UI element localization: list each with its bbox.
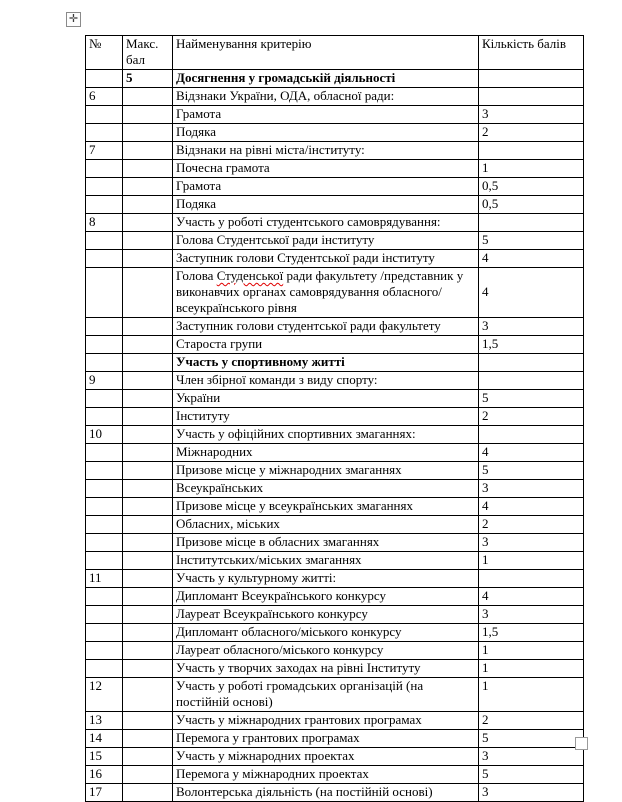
cell-points[interactable] <box>479 426 584 444</box>
cell-points[interactable] <box>479 70 584 88</box>
table-row <box>86 678 584 712</box>
cell-max-score[interactable] <box>123 196 173 214</box>
cell-number[interactable]: 12 <box>86 678 123 712</box>
cell-number[interactable] <box>86 408 123 426</box>
table-row <box>86 570 584 588</box>
cell-criterion[interactable]: Лауреат обласного/міського конкурсу <box>173 642 479 660</box>
cell-criterion[interactable]: Перемога у міжнародних проектах <box>173 766 479 784</box>
cell-criterion[interactable]: Грамота <box>173 178 479 196</box>
table-row <box>86 106 584 124</box>
cell-max-score[interactable] <box>123 570 173 588</box>
cell-criterion[interactable]: Досягнення у громадській діяльності <box>173 70 479 88</box>
table-row <box>86 354 584 372</box>
table-row <box>86 748 584 766</box>
cell-points[interactable]: 2 <box>479 712 584 730</box>
cell-criterion[interactable]: Подяка <box>173 124 479 142</box>
header-number[interactable]: № <box>86 36 123 70</box>
header-row <box>86 36 584 70</box>
cell-number[interactable] <box>86 70 123 88</box>
cell-max-score[interactable] <box>123 444 173 462</box>
cell-max-score[interactable] <box>123 766 173 784</box>
cell-number[interactable] <box>86 444 123 462</box>
cell-points[interactable]: 2 <box>479 124 584 142</box>
table-row <box>86 462 584 480</box>
cell-max-score[interactable] <box>123 426 173 444</box>
cell-number[interactable]: 13 <box>86 712 123 730</box>
cell-number[interactable]: 10 <box>86 426 123 444</box>
cell-points[interactable] <box>479 88 584 106</box>
table-row <box>86 268 584 318</box>
table-row <box>86 660 584 678</box>
cell-number[interactable] <box>86 178 123 196</box>
cell-criterion[interactable]: Участь у міжнародних грантових програмах <box>173 712 479 730</box>
table-row <box>86 178 584 196</box>
cell-number[interactable] <box>86 588 123 606</box>
table-row <box>86 534 584 552</box>
table-row <box>86 730 584 748</box>
cell-max-score[interactable] <box>123 606 173 624</box>
cell-points[interactable]: 0,5 <box>479 178 584 196</box>
cell-criterion[interactable]: Дипломант обласного/міського конкурсу <box>173 624 479 642</box>
cell-criterion[interactable]: Участь у роботі студентського самоврядування: <box>173 214 479 232</box>
cell-points[interactable]: 1 <box>479 678 584 712</box>
cell-number[interactable]: 8 <box>86 214 123 232</box>
cell-criterion[interactable]: Участь у творчих заходах на рівні Інституту <box>173 660 479 678</box>
cell-max-score[interactable] <box>123 124 173 142</box>
table-row <box>86 784 584 802</box>
cell-points[interactable]: 5 <box>479 730 584 748</box>
cell-criterion[interactable]: Участь у спортивному житті <box>173 354 479 372</box>
cell-max-score[interactable] <box>123 336 173 354</box>
cell-points[interactable]: 0,5 <box>479 196 584 214</box>
cell-criterion[interactable]: Волонтерська діяльність (на постійній основі) <box>173 784 479 802</box>
cell-criterion[interactable]: Голова Студенської ради факультету /представник у виконавчих органах самоврядування обласного/всеукраїнського рівня <box>173 268 479 318</box>
cell-points[interactable]: 4 <box>479 588 584 606</box>
cell-points[interactable] <box>479 142 584 160</box>
cell-number[interactable] <box>86 660 123 678</box>
cell-number[interactable] <box>86 160 123 178</box>
cell-max-score[interactable] <box>123 354 173 372</box>
cell-max-score[interactable] <box>123 552 173 570</box>
cell-criterion[interactable]: Заступник голови студентської ради факультету <box>173 318 479 336</box>
cell-number[interactable] <box>86 354 123 372</box>
cell-number[interactable] <box>86 390 123 408</box>
cell-number[interactable] <box>86 318 123 336</box>
cell-max-score[interactable] <box>123 678 173 712</box>
table-row <box>86 480 584 498</box>
cell-points[interactable]: 5 <box>479 232 584 250</box>
cell-points[interactable]: 2 <box>479 408 584 426</box>
cell-max-score[interactable] <box>123 660 173 678</box>
cell-criterion[interactable]: Перемога у грантових програмах <box>173 730 479 748</box>
table-row <box>86 250 584 268</box>
cell-criterion[interactable]: Лауреат Всеукраїнського конкурсу <box>173 606 479 624</box>
cell-points[interactable]: 1,5 <box>479 624 584 642</box>
cell-points[interactable]: 5 <box>479 390 584 408</box>
cell-points[interactable]: 3 <box>479 480 584 498</box>
cell-number[interactable] <box>86 196 123 214</box>
cell-criterion[interactable]: Староста групи <box>173 336 479 354</box>
criteria-table <box>85 35 584 802</box>
cell-max-score[interactable] <box>123 730 173 748</box>
table-row <box>86 318 584 336</box>
cell-points[interactable]: 4 <box>479 498 584 516</box>
cell-max-score[interactable] <box>123 748 173 766</box>
cell-criterion[interactable]: Член збірної команди з виду спорту: <box>173 372 479 390</box>
table-row <box>86 232 584 250</box>
cell-criterion[interactable]: Подяка <box>173 196 479 214</box>
table-row <box>86 498 584 516</box>
cell-criterion[interactable]: Міжнародних <box>173 444 479 462</box>
table-row <box>86 372 584 390</box>
cell-criterion[interactable]: Участь у офіційних спортивних змаганнях: <box>173 426 479 444</box>
cell-number[interactable]: 16 <box>86 766 123 784</box>
table-row <box>86 444 584 462</box>
header-points[interactable]: Кількість балів <box>479 36 584 70</box>
cell-number[interactable]: 6 <box>86 88 123 106</box>
table-row <box>86 624 584 642</box>
cell-criterion[interactable]: Інститутських/міських змаганнях <box>173 552 479 570</box>
cell-points[interactable]: 1 <box>479 160 584 178</box>
table-row <box>86 142 584 160</box>
cell-number[interactable]: 11 <box>86 570 123 588</box>
cell-max-score[interactable] <box>123 462 173 480</box>
cell-max-score[interactable] <box>123 516 173 534</box>
cell-criterion[interactable]: Призове місце у всеукраїнських змаганнях <box>173 498 479 516</box>
cell-criterion[interactable]: Участь у роботі громадських організацій (на постійній основі) <box>173 678 479 712</box>
cell-criterion[interactable]: Дипломант Всеукраїнського конкурсу <box>173 588 479 606</box>
cell-points[interactable]: 3 <box>479 318 584 336</box>
cell-points[interactable]: 1 <box>479 660 584 678</box>
cell-points[interactable] <box>479 354 584 372</box>
cell-points[interactable]: 4 <box>479 268 584 318</box>
cell-max-score[interactable] <box>123 408 173 426</box>
cell-max-score[interactable] <box>123 160 173 178</box>
cell-number[interactable]: 14 <box>86 730 123 748</box>
cell-number[interactable]: 7 <box>86 142 123 160</box>
cell-number[interactable] <box>86 232 123 250</box>
cell-points[interactable]: 5 <box>479 462 584 480</box>
cell-criterion[interactable]: Відзнаки на рівні міста/інституту: <box>173 142 479 160</box>
criteria-table-body <box>86 70 584 802</box>
cell-max-score[interactable]: 5 <box>123 70 173 88</box>
cell-max-score[interactable] <box>123 642 173 660</box>
table-row <box>86 516 584 534</box>
table-row <box>86 70 584 88</box>
table-row <box>86 88 584 106</box>
cell-points[interactable]: 2 <box>479 516 584 534</box>
table-row <box>86 588 584 606</box>
table-row <box>86 196 584 214</box>
cell-max-score[interactable] <box>123 390 173 408</box>
cell-number[interactable] <box>86 534 123 552</box>
cell-max-score[interactable] <box>123 232 173 250</box>
cell-max-score[interactable] <box>123 498 173 516</box>
cell-max-score[interactable] <box>123 712 173 730</box>
cell-number[interactable] <box>86 462 123 480</box>
table-row <box>86 336 584 354</box>
table-row <box>86 766 584 784</box>
cell-criterion[interactable]: Грамота <box>173 106 479 124</box>
cell-criterion[interactable]: Всеукраїнських <box>173 480 479 498</box>
cell-number[interactable] <box>86 268 123 318</box>
cell-number[interactable]: 17 <box>86 784 123 802</box>
cell-number[interactable] <box>86 250 123 268</box>
cell-number[interactable] <box>86 552 123 570</box>
cell-criterion[interactable]: Інституту <box>173 408 479 426</box>
table-row <box>86 124 584 142</box>
cell-max-score[interactable] <box>123 784 173 802</box>
cell-number[interactable] <box>86 336 123 354</box>
cell-criterion[interactable]: Відзнаки України, ОДА, обласної ради: <box>173 88 479 106</box>
table-row <box>86 712 584 730</box>
cell-points[interactable]: 4 <box>479 250 584 268</box>
cell-number[interactable] <box>86 124 123 142</box>
cell-max-score[interactable] <box>123 214 173 232</box>
cell-points[interactable]: 1 <box>479 552 584 570</box>
cell-points[interactable]: 1,5 <box>479 336 584 354</box>
cell-max-score[interactable] <box>123 250 173 268</box>
cell-number[interactable] <box>86 480 123 498</box>
table-move-handle[interactable] <box>66 12 81 27</box>
table-row <box>86 552 584 570</box>
cell-max-score[interactable] <box>123 106 173 124</box>
cell-points[interactable] <box>479 372 584 390</box>
cell-points[interactable]: 3 <box>479 534 584 552</box>
cell-number[interactable] <box>86 606 123 624</box>
cell-number[interactable] <box>86 498 123 516</box>
cell-criterion[interactable]: Призове місце у міжнародних змаганнях <box>173 462 479 480</box>
cell-max-score[interactable] <box>123 178 173 196</box>
cell-points[interactable]: 1 <box>479 642 584 660</box>
cell-max-score[interactable] <box>123 142 173 160</box>
table-row <box>86 214 584 232</box>
cell-max-score[interactable] <box>123 318 173 336</box>
cell-criterion[interactable]: Участь у культурному житті: <box>173 570 479 588</box>
cell-criterion[interactable]: Обласних, міських <box>173 516 479 534</box>
cell-max-score[interactable] <box>123 624 173 642</box>
table-row <box>86 642 584 660</box>
table-row <box>86 408 584 426</box>
cell-max-score[interactable] <box>123 372 173 390</box>
cell-criterion[interactable]: Призове місце в обласних змаганнях <box>173 534 479 552</box>
cell-max-score[interactable] <box>123 88 173 106</box>
cell-points[interactable]: 5 <box>479 766 584 784</box>
cell-criterion[interactable]: Почесна грамота <box>173 160 479 178</box>
cell-number[interactable] <box>86 642 123 660</box>
cell-points[interactable]: 3 <box>479 748 584 766</box>
cell-points[interactable]: 3 <box>479 106 584 124</box>
table-row <box>86 390 584 408</box>
cell-points[interactable]: 3 <box>479 784 584 802</box>
cell-max-score[interactable] <box>123 480 173 498</box>
cell-number[interactable]: 15 <box>86 748 123 766</box>
cell-points[interactable] <box>479 214 584 232</box>
table-resize-handle[interactable] <box>575 737 588 750</box>
table-row <box>86 426 584 444</box>
cell-number[interactable]: 9 <box>86 372 123 390</box>
cell-points[interactable] <box>479 570 584 588</box>
move-arrows-icon: ✛ <box>68 13 79 25</box>
table-row <box>86 160 584 178</box>
cell-criterion[interactable]: України <box>173 390 479 408</box>
misspelled-word: Студенської <box>216 268 284 283</box>
header-max-score[interactable]: Макс. бал <box>123 36 173 70</box>
cell-max-score[interactable] <box>123 588 173 606</box>
header-criterion[interactable]: Найменування критерію <box>173 36 479 70</box>
cell-max-score[interactable] <box>123 268 173 318</box>
cell-number[interactable] <box>86 624 123 642</box>
cell-points[interactable]: 4 <box>479 444 584 462</box>
table-row <box>86 606 584 624</box>
cell-points[interactable]: 3 <box>479 606 584 624</box>
cell-number[interactable] <box>86 516 123 534</box>
cell-criterion[interactable]: Заступник голови Студентської ради інституту <box>173 250 479 268</box>
cell-criterion[interactable]: Участь у міжнародних проектах <box>173 748 479 766</box>
cell-max-score[interactable] <box>123 534 173 552</box>
cell-criterion[interactable]: Голова Студентської ради інституту <box>173 232 479 250</box>
cell-number[interactable] <box>86 106 123 124</box>
